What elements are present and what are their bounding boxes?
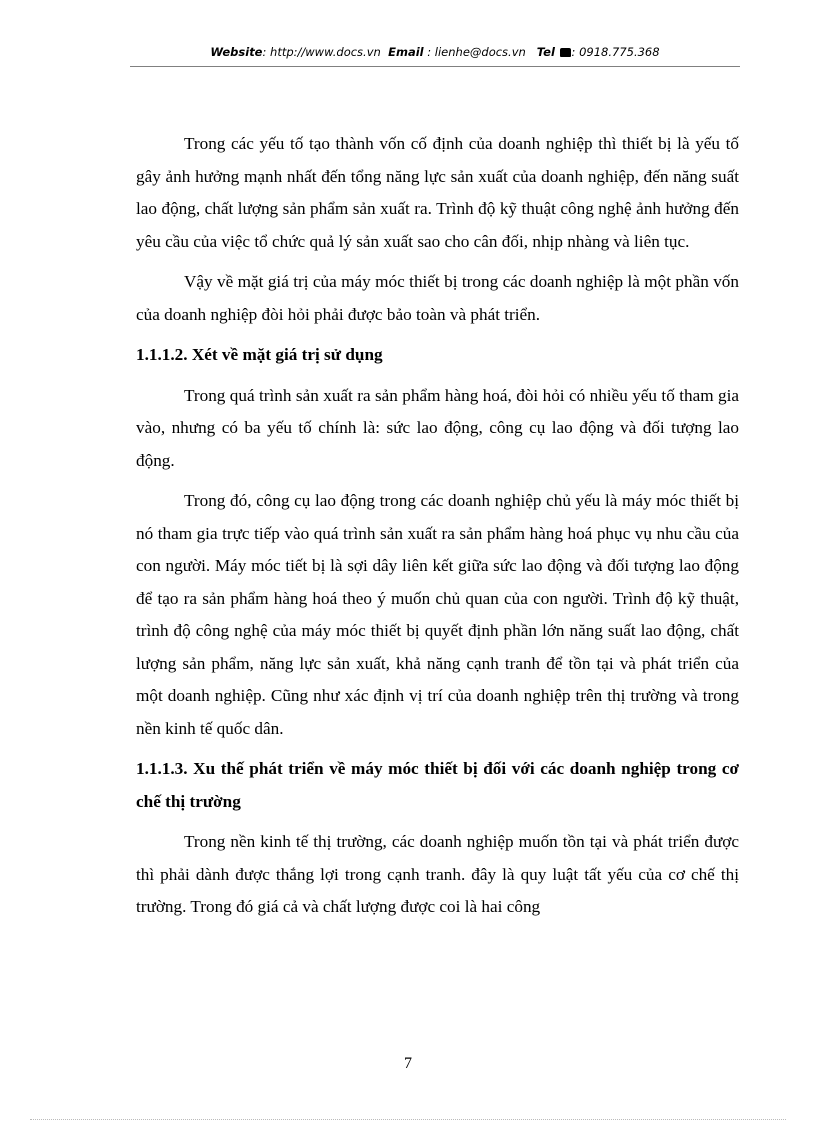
- section-heading-1-1-1-2: 1.1.1.2. Xét về mặt giá trị sử dụng: [136, 345, 383, 364]
- paragraph-5: Trong nền kinh tế thị trường, các doanh nghiệp muốn tồn tại và phát triển được thì phải dành được thắng lợi trong cạnh tranh. đây là quy luật tất yếu của cơ chế thị trường. Trong đó giá cả và chất lượng được coi là hai công: [136, 832, 739, 916]
- paragraph-2: Vậy về mặt giá trị của máy móc thiết bị trong các doanh nghiệp là một phần vốn của doanh nghiệp đòi hỏi phải được bảo toàn và phát triển.: [136, 272, 739, 324]
- website-value: : http://www.docs.vn: [262, 45, 381, 59]
- email-value: : lienhe@docs.vn: [427, 45, 526, 59]
- paragraph-4: Trong đó, công cụ lao động trong các doanh nghiệp chủ yếu là máy móc thiết bị nó tham gia trực tiếp vào quá trình sản xuất ra sản phẩm hàng hoá phục vụ nhu cầu của con người. Máy móc tiết bị là sợi dây liên kết giữa sức lao động và đối tượng lao động để tạo ra sản phẩm hàng hoá theo ý muốn chủ quan của con người. Trình độ kỹ thuật, trình độ công nghệ của máy móc thiết bị quyết định phần lớn năng suất lao động, chất lượng sản phẩm, năng lực sản xuất, khả năng cạnh tranh để tồn tại và phát triển của một doanh nghiệp. Cũng như xác định vị trí của doanh nghiệp trên thị trường và trong nền kinh tế quốc dân.: [136, 491, 739, 738]
- email-label: Email: [388, 45, 424, 59]
- page-number: 7: [404, 1055, 412, 1072]
- header-divider: [130, 66, 740, 67]
- section-heading-1-1-1-3: 1.1.1.3. Xu thế phát triển về máy móc thiết bị đối với các doanh nghiệp trong cơ chế thị trường: [136, 759, 739, 811]
- page-header: [130, 45, 740, 59]
- tel-value: : 0918.775.368: [571, 45, 660, 59]
- paragraph-1: Trong các yếu tố tạo thành vốn cố định của doanh nghiệp thì thiết bị là yếu tố gây ảnh hưởng mạnh nhất đến tổng năng lực sản xuất của doanh nghiệp, đến năng suất lao động, chất lượng sản phẩm sản xuất ra. Trình độ kỹ thuật công nghệ ảnh hưởng đến yêu cầu của việc tổ chức quả lý sản xuất sao cho cân đối, nhịp nhàng và liên tục.: [136, 134, 739, 251]
- tel-label: Tel: [536, 45, 555, 59]
- footer-divider: [30, 1119, 786, 1120]
- paragraph-3: Trong quá trình sản xuất ra sản phẩm hàng hoá, đòi hỏi có nhiều yếu tố tham gia vào, nhưng có ba yếu tố chính là: sức lao động, công cụ lao động và đối tượng lao động.: [136, 385, 739, 470]
- website-label: Website: [210, 45, 263, 59]
- document-body: [136, 128, 739, 924]
- phone-icon: [560, 48, 571, 57]
